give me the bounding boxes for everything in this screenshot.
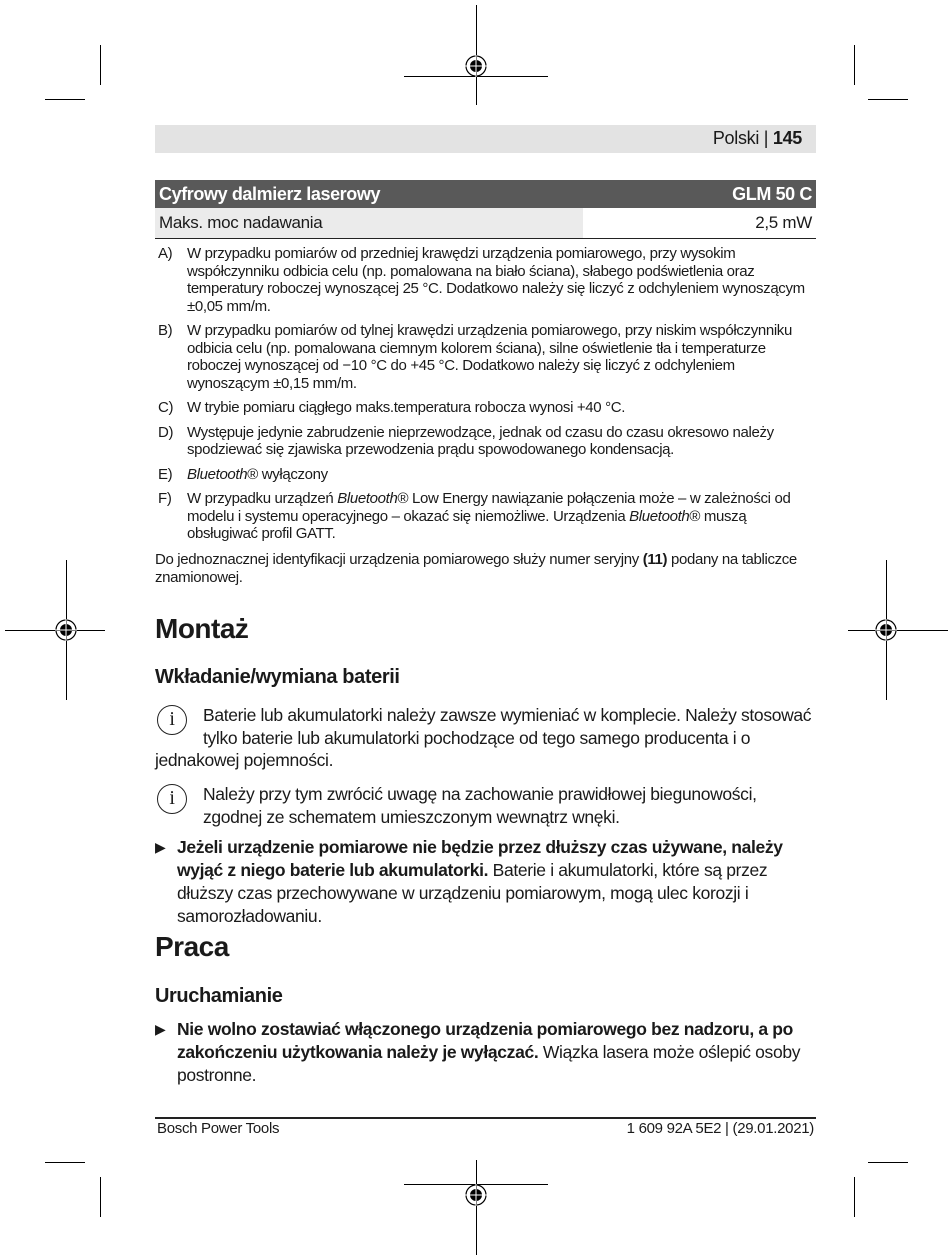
serial-ref: (11) (642, 551, 668, 568)
section-title-montaz: Montaż (155, 613, 249, 644)
crop-mark (854, 45, 855, 85)
footnote-text (187, 490, 816, 543)
footnote-text-after: ® wyłączony (247, 465, 328, 483)
bluetooth-term: Bluetooth (337, 490, 398, 507)
footer-brand: Bosch Power Tools (157, 1120, 280, 1137)
footnote-f (158, 490, 816, 543)
identification-text-after: podany na tabliczce znamionowej. (155, 551, 797, 586)
crop-mark (868, 99, 908, 100)
footnote-key: C) (158, 399, 174, 416)
info-note (155, 704, 817, 772)
identification-paragraph (155, 551, 816, 587)
footnote-text: W trybie pomiaru ciągłego maks.temperatura robocza wynosi +40 °C. (187, 399, 626, 416)
footnote-key: D) (158, 423, 174, 441)
crop-mark (868, 1162, 908, 1163)
registration-mark-icon (465, 1184, 487, 1206)
header-separator: | (763, 128, 769, 148)
crop-mark (100, 1177, 101, 1217)
crop-mark (476, 1160, 477, 1255)
info-text: Należy przy tym zwrócić uwagę na zachowanie prawidłowej biegunowości, zgodnej ze schematem umieszczonym wewnątrz wnęki. (203, 784, 757, 827)
product-model: GLM 50 C (583, 180, 816, 208)
footnote-d (158, 424, 816, 459)
subsection-title-battery: Wkładanie/wymiana baterii (155, 666, 400, 688)
footnote-text-before: W przypadku urządzeń (187, 490, 338, 507)
product-label: Cyfrowy dalmierz laserowy (155, 180, 583, 208)
registration-mark-icon (875, 619, 897, 641)
spec-table (155, 180, 816, 239)
bullet-triangle-icon: ▶ (155, 839, 166, 855)
warning-item (155, 1018, 817, 1087)
table-row (155, 208, 816, 239)
footnote-key: F) (158, 490, 172, 507)
bullet-triangle-icon: ▶ (155, 1021, 166, 1037)
footnote-e (158, 466, 816, 484)
warning-normal: Wiązka lasera może oślepić osoby postronne. (177, 1042, 801, 1085)
footnote-text: W przypadku pomiarów od przedniej krawędzi urządzenia pomiarowego, przy wysokim współczynniku odbicia celu (np. pomalowana na biało ściana), słabego podświetlenia oraz temperatury roboczej wynoszącej 25 °C. Dodatkowo należy się liczyć z odchyleniem wynoszącym ±0,05 mm/m. (187, 245, 805, 315)
crop-mark (45, 1162, 85, 1163)
subsection-title-start: Uruchamianie (155, 985, 283, 1007)
footnote-text-mid: ® Low Energy nawiązanie połączenia może – w zależności od modelu i systemu operacyjnego – okazać się niemożliwe. Urządzenia (187, 490, 791, 525)
page-number: 145 (772, 128, 802, 148)
page-header (155, 125, 816, 153)
footnote-key: B) (158, 322, 173, 339)
info-note (155, 783, 817, 828)
identification-text: Do jednoznacznej identyfikacji urządzenia pomiarowego służy numer seryjny (155, 551, 643, 568)
warning-normal: Baterie i akumulatorki, które są przez dłuższy czas przechowywane w urządzeniu pomiarowym, mogą ulec korozji i samorozładowaniu. (177, 860, 768, 926)
registration-mark-icon (465, 55, 487, 77)
footnote-a (158, 245, 816, 315)
footnote-c (158, 399, 816, 417)
footer-doc-number: 1 609 92A 5E2 | (29.01.2021) (626, 1120, 814, 1137)
page-header-text (713, 128, 802, 149)
footnote-key: A) (158, 245, 173, 262)
footer-divider (155, 1117, 816, 1119)
warning-item (155, 836, 817, 928)
info-text: Baterie lub akumulatorki należy zawsze wymieniać w komplecie. Należy stosować tylko baterie lub akumulatorki pochodzące od tego samego producenta i o jednakowej pojemności. (155, 705, 812, 770)
footnote-text (187, 466, 816, 484)
crop-mark (45, 99, 85, 100)
section-title-praca: Praca (155, 931, 229, 962)
info-icon: i (157, 784, 187, 814)
warning-text (177, 836, 817, 928)
crop-mark (848, 630, 948, 631)
row-label: Maks. moc nadawania (155, 208, 583, 239)
registration-mark-icon (55, 619, 77, 641)
bluetooth-term: Bluetooth (629, 507, 690, 525)
header-language: Polski (712, 128, 760, 148)
crop-mark (100, 45, 101, 85)
warning-bold: Nie wolno zostawiać włączonego urządzenia pomiarowego bez nadzoru, a po zakończeniu użytkowania należy je wyłączać. (177, 1019, 793, 1062)
row-value: 2,5 mW (583, 208, 816, 239)
footnote-text-after: ® muszą obsługiwać profil GATT. (187, 507, 747, 542)
footnote-key: E) (158, 465, 173, 483)
spec-table-header (155, 180, 816, 208)
footnote-b (158, 322, 816, 392)
footnotes (158, 245, 816, 550)
crop-mark (854, 1177, 855, 1217)
bluetooth-term: Bluetooth (187, 465, 248, 483)
footnote-text: Występuje jedynie zabrudzenie nieprzewodzące, jednak od czasu do czasu okresowo należy spodziewać się zjawiska przewodzenia prądu spowodowanego kondensacją. (187, 423, 774, 458)
footnote-text: W przypadku pomiarów od tylnej krawędzi urządzenia pomiarowego, przy niskim współczynniku odbicia celu (np. pomalowana ciemnym kolorem ściana), silne oświetlenie tła i temperaturze roboczej wynoszącej od −10 °C do +45 °C. Dodatkowo należy się liczyć z odchyleniem wynoszącym ±0,15 mm/m. (187, 322, 792, 392)
warning-bold: Jeżeli urządzenie pomiarowe nie będzie przez dłuższy czas używane, należy wyjąć z niego baterie lub akumulatorki. (177, 837, 783, 880)
warning-text (177, 1018, 817, 1087)
info-icon: i (157, 705, 187, 735)
